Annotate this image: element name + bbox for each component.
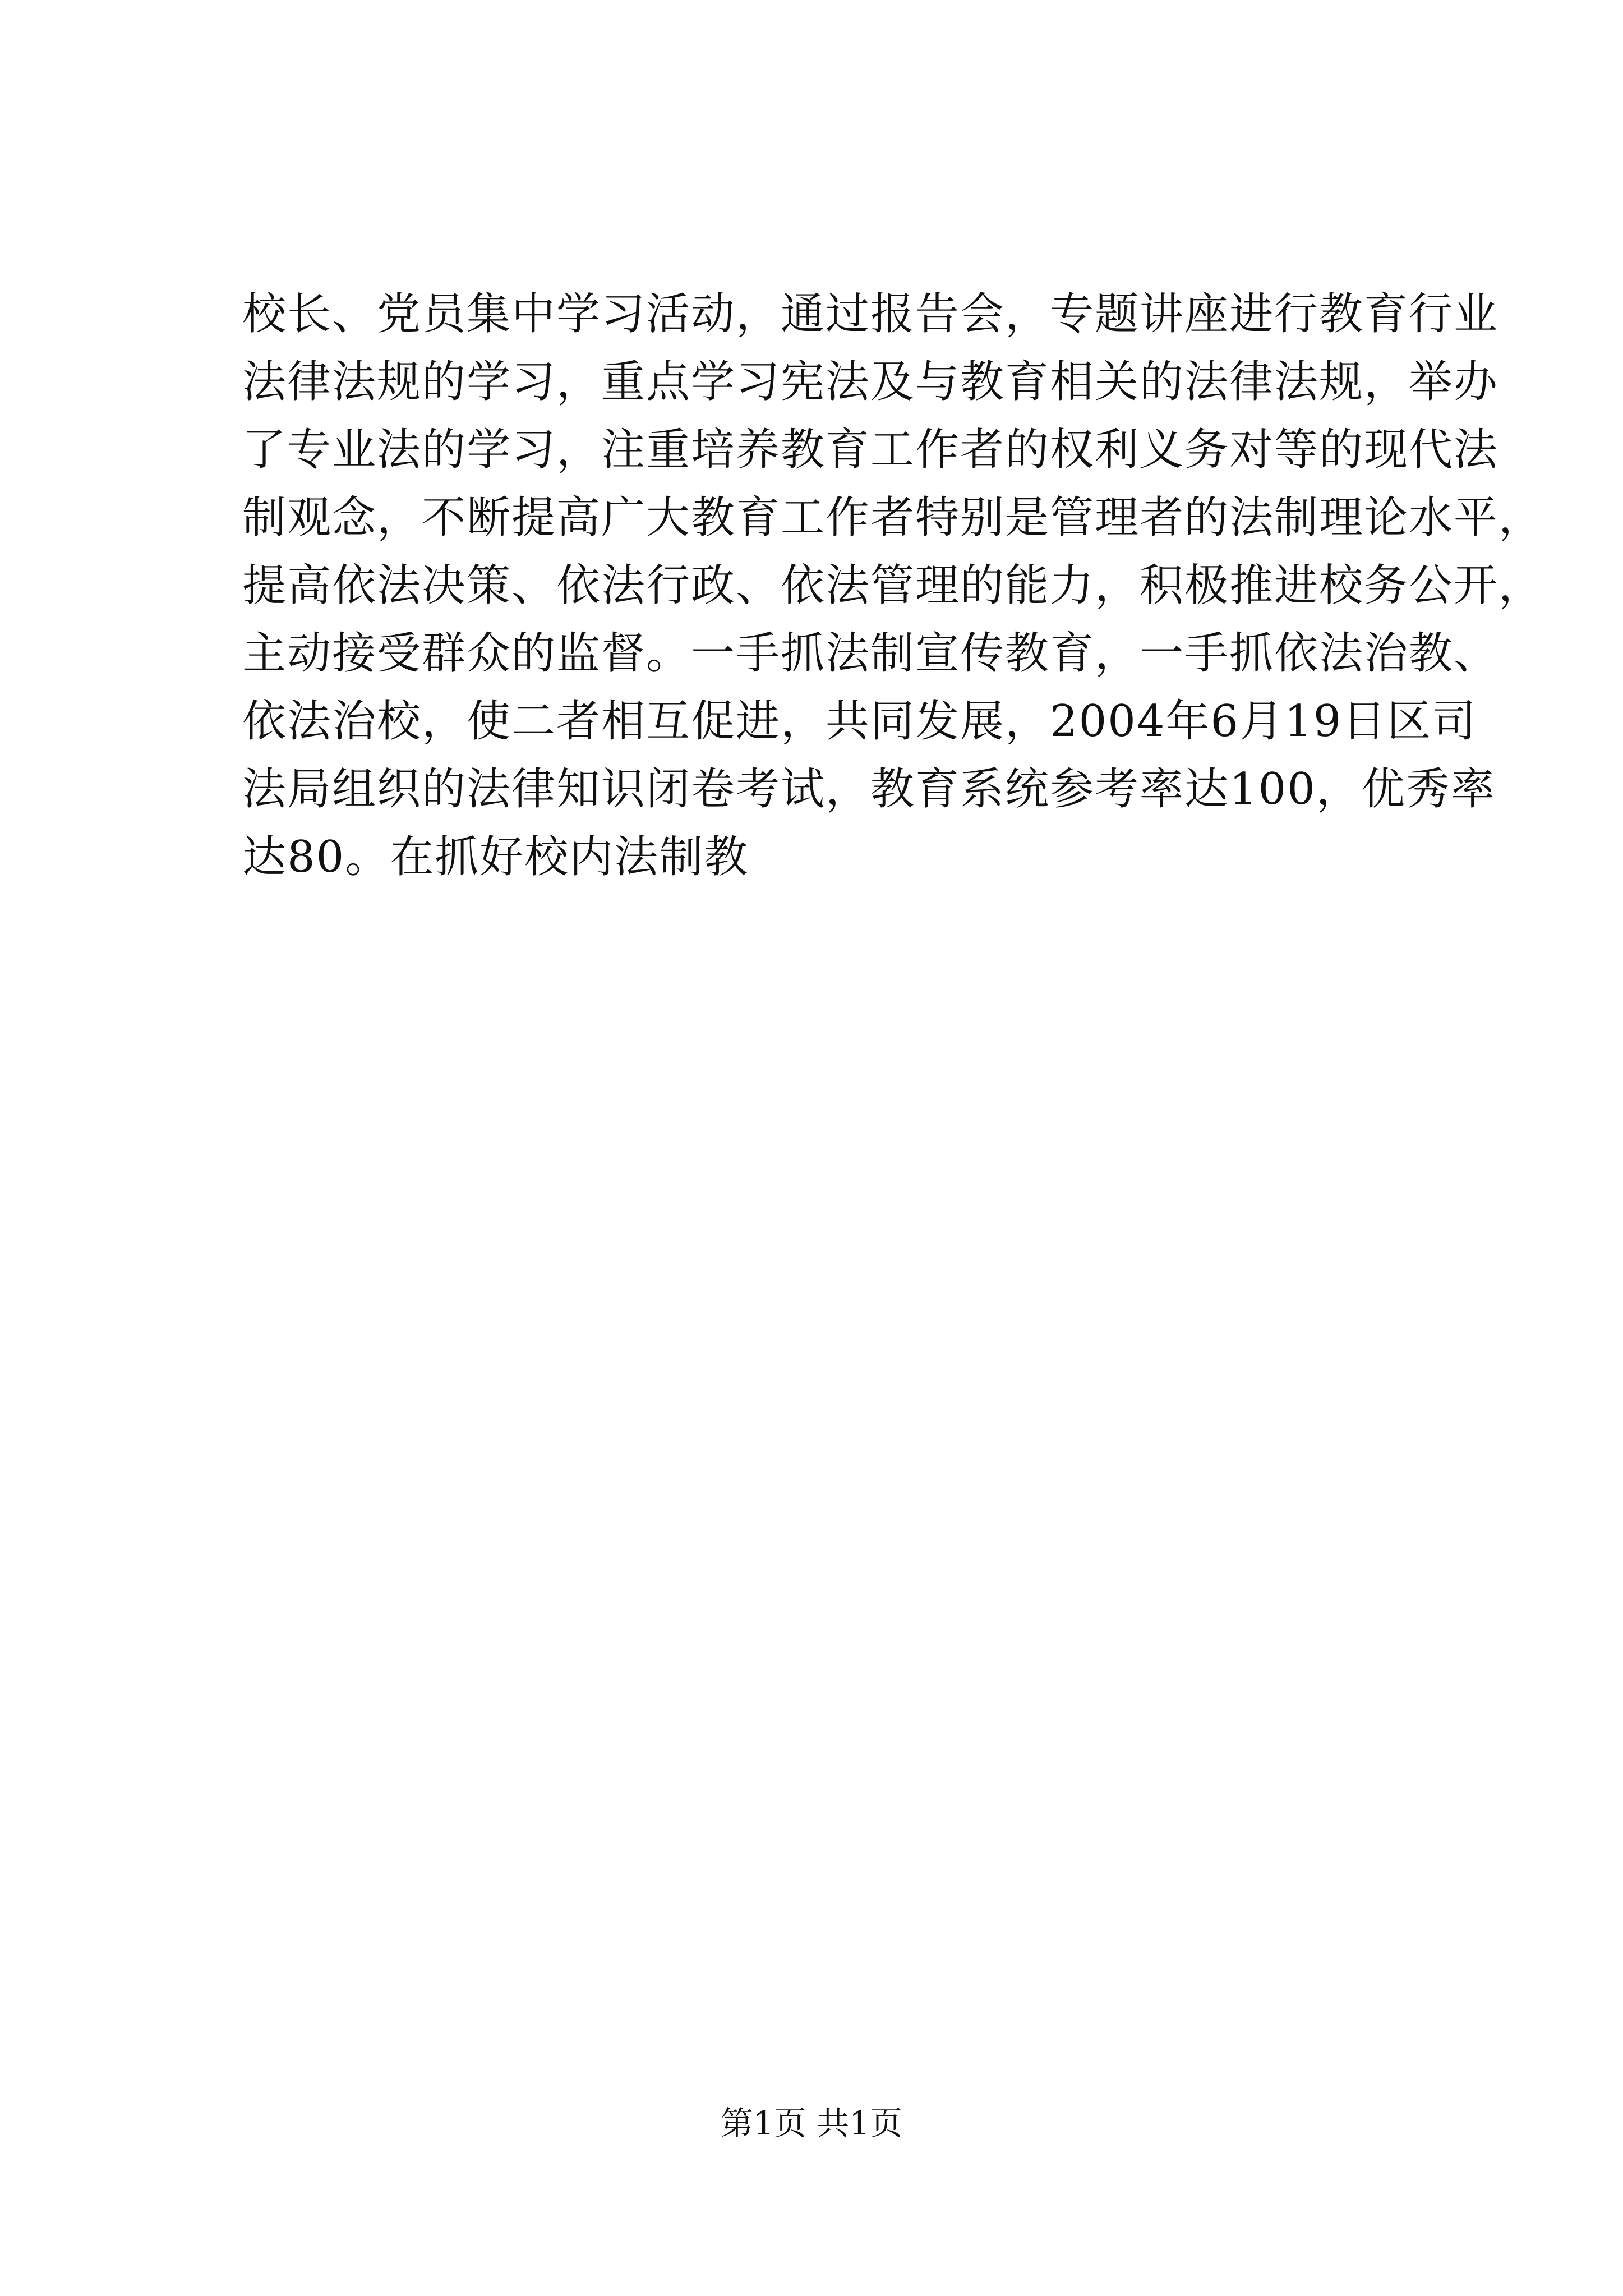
page-number-footer: 第1页 共1页 — [720, 2104, 903, 2142]
text-line: 主动接受群众的监督。一手抓法制宣传教育，一手抓依法治教、 — [242, 628, 1499, 679]
text-line: 依法治校，使二者相互促进，共同发展，2004年6月19日区司 — [242, 696, 1477, 747]
text-line: 校长、党员集中学习活动，通过报告会，专题讲座进行教育行业 — [242, 289, 1499, 339]
text-line: 了专业法的学习，注重培养教育工作者的权利义务对等的现代法 — [242, 425, 1499, 475]
text-line: 法律法规的学习，重点学习宪法及与教育相关的法律法规，举办 — [242, 357, 1499, 407]
text-line: 法局组织的法律知识闭卷考试，教育系统参考率达100，优秀率 — [242, 764, 1496, 815]
text-line: 提高依法决策、依法行政、依法管理的能力，积极推进校务公开， — [242, 560, 1544, 611]
text-line: 达80。在抓好校内法制教 — [242, 832, 749, 882]
text-line: 制观念，不断提高广大教育工作者特别是管理者的法制理论水平， — [242, 493, 1544, 543]
body-paragraph — [242, 280, 1544, 891]
